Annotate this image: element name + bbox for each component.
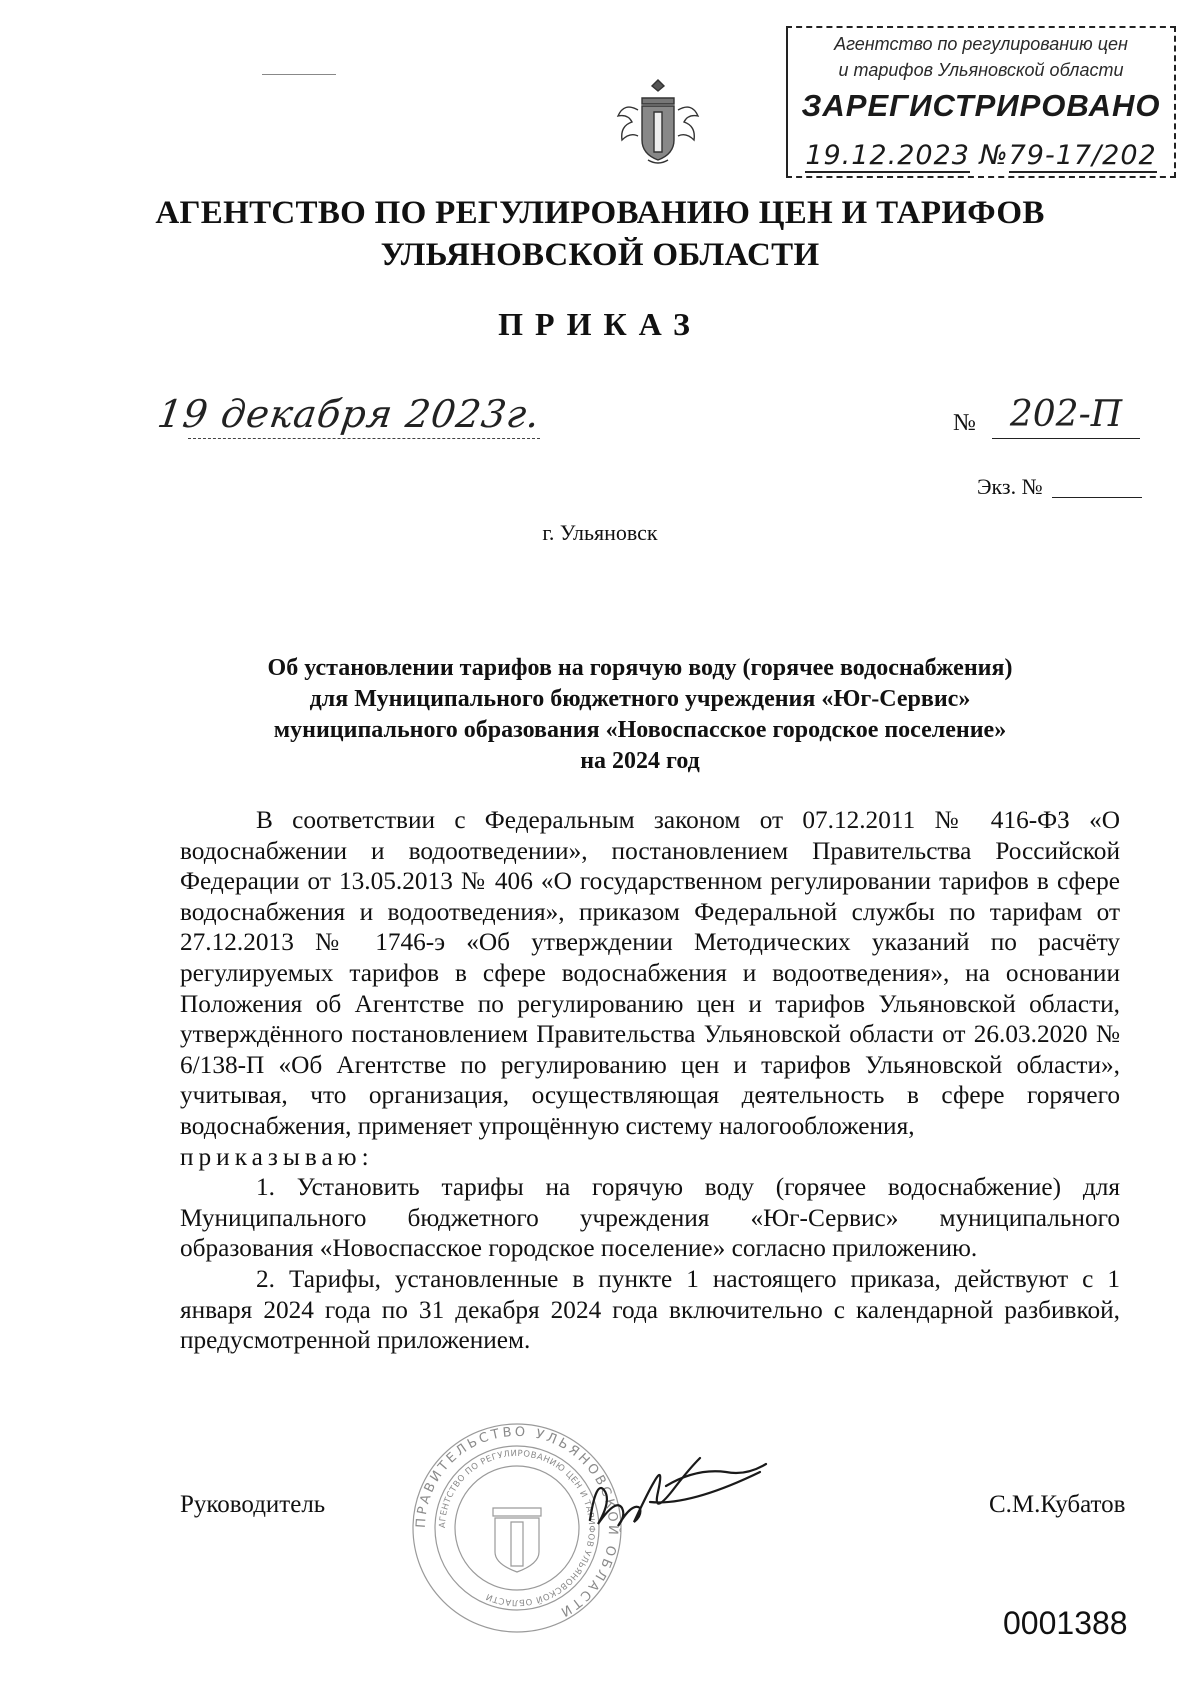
copy-number-field: [1052, 497, 1142, 498]
seal-inner-text: АГЕНТСТВО ПО РЕГУЛИРОВАНИЮ ЦЕН И ТАРИФОВ УЛЬЯНОВСКОЙ ОБЛАСТИ: [437, 1448, 597, 1608]
subject-line2: для Муниципального бюджетного учреждения «Юг-Сервис»: [309, 686, 971, 712]
document-serial-number: 0001388: [1003, 1605, 1128, 1641]
order-word: приказываю:: [180, 1142, 374, 1171]
stamp-date: 19.12.2023: [805, 140, 970, 171]
registration-stamp: [786, 26, 1176, 178]
stamp-registration: [788, 140, 1174, 171]
document-type: ПРИКАЗ: [498, 306, 702, 342]
subject-line3: муниципального образования «Новоспасское городское поселение»: [273, 717, 1007, 743]
stamp-number: 79-17/202: [1008, 140, 1157, 171]
handwritten-signature: [570, 1442, 780, 1542]
agency-title: [0, 192, 1200, 276]
order-number-handwritten: 202-П: [992, 392, 1140, 439]
seal-outer-text: ПРАВИТЕЛЬСТВО УЛЬЯНОВСКОЙ ОБЛАСТИ: [413, 1424, 621, 1621]
top-rule: [262, 74, 336, 75]
copy-number-label: Экз. №: [977, 474, 1043, 499]
stamp-status: ЗАРЕГИСТРИРОВАНО: [801, 88, 1161, 123]
order-date-underline: [188, 438, 540, 439]
stamp-number-prefix: №: [979, 140, 1009, 171]
city: г. Ульяновск: [542, 520, 658, 545]
subject-line1: Об установлении тарифов на горячую воду (горячее водоснабжения): [267, 655, 1013, 681]
preamble-paragraph: В соответствии с Федеральным законом от 07.12.2011 № 416-ФЗ «О водоснабжении и водоотведении», постановлением Правительства Российской Федерации от 13.05.2013 № 406 «О государственном регулировании тарифов в сфере водоснабжения и водоотведения», приказом Федеральной службы по тарифам от 27.12.2013 № 1746-э «Об утверждении Методических указаний по расчёту регулируемых тарифов в сфере водоснабжения и водоотведения», на основании Положения об Агентстве по регулированию цен и тарифов Ульяновской области, утверждённого постановлением Правительства Ульяновской области от 26.03.2020 № 6/138-П «Об Агентстве по регулированию цен и тарифов Ульяновской области», учитывая, что организация, осуществляющая деятельность в сфере горячего водоснабжения, применяет упрощённую систему налогообложения,: [180, 806, 1120, 1140]
order-number-label: №: [953, 410, 976, 436]
subject-line4: на 2024 год: [580, 748, 700, 774]
order-subject: [180, 653, 1100, 777]
order-item-1: 1. Установить тарифы на горячую воду (горячее водоснабжение) для Муниципального бюджетного учреждения «Юг-Сервис» муниципального образования «Новоспасское городское поселение» согласно приложению.: [180, 1173, 1120, 1263]
order-date-handwritten: 19 декабря 2023г.: [154, 392, 544, 436]
agency-title-line1: АГЕНТСТВО ПО РЕГУЛИРОВАНИЮ ЦЕН И ТАРИФОВ: [155, 195, 1045, 231]
signatory-role: Руководитель: [180, 1491, 326, 1518]
signatory-name: С.М.Кубатов: [989, 1491, 1126, 1518]
order-body: [180, 805, 1120, 1356]
agency-title-line2: УЛЬЯНОВСКОЙ ОБЛАСТИ: [380, 237, 820, 273]
stamp-agency-line1: Агентство по регулированию цен: [834, 34, 1128, 54]
coat-of-arms-icon: [608, 72, 708, 172]
stamp-agency-line2: и тарифов Ульяновской области: [838, 60, 1124, 80]
order-item-2: 2. Тарифы, установленные в пункте 1 настоящего приказа, действуют с 1 января 2024 года по 31 декабря 2024 года включительно с календарной разбивкой, предусмотренной приложением.: [180, 1264, 1120, 1355]
